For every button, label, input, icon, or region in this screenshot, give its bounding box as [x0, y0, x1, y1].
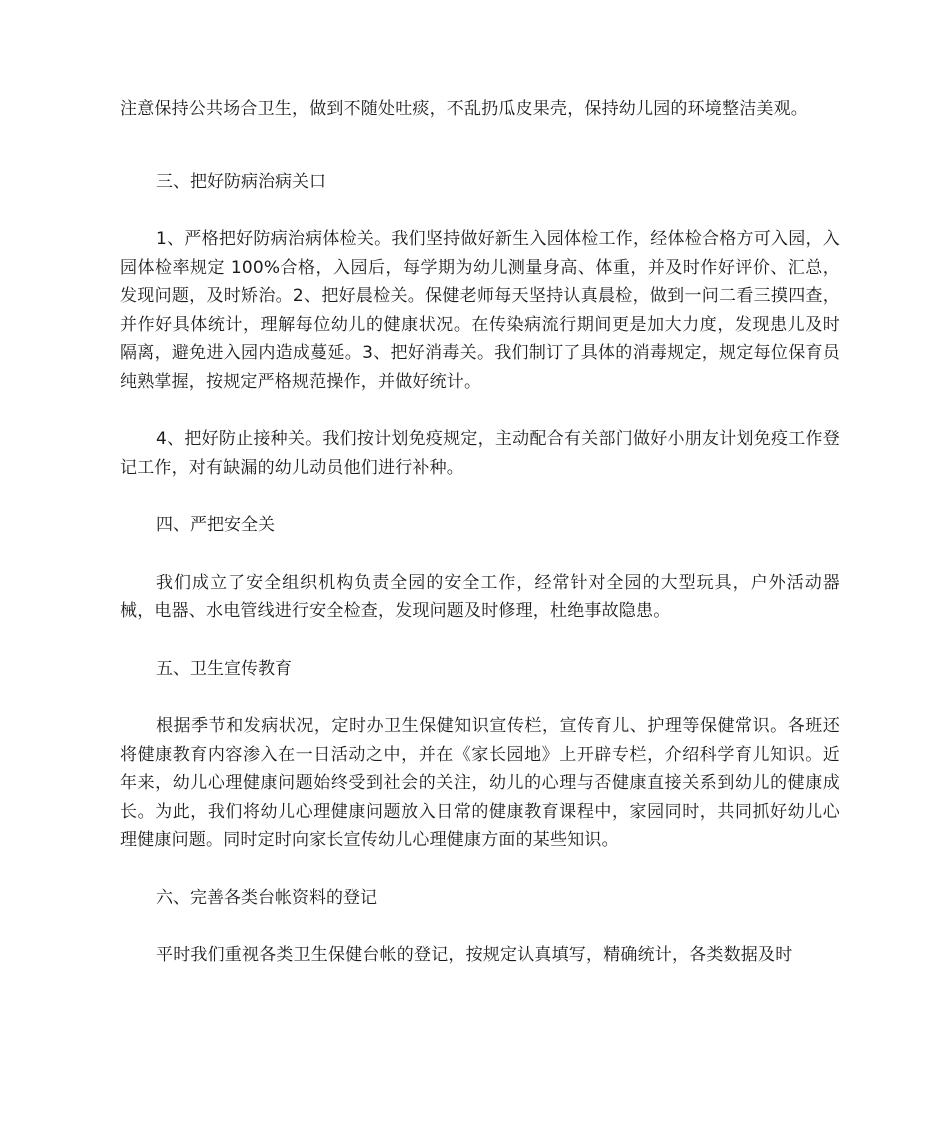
paragraph-section-6: 平时我们重视各类卫生保健台帐的登记，按规定认真填写，精确统计，各类数据及时 [156, 945, 793, 965]
paragraph-section-5: 根据季节和发病状况，定时办卫生保健知识宣传栏，宣传育儿、护理等保健常识。各班还将健康教育内容渗入在一日活动之中，并在《家长园地》上开辟专栏，介绍科学育儿知识。近年来，幼儿心理健康问题始终受到社会的关注，幼儿的心理与否健康直接关系到幼儿的健康成长。为此，我们将幼儿心理健康问题放入日常的健康教育课程中，家园同时，共同抓好幼儿心理健康问题。同时定时向家长宣传幼儿心理健康方面的某些知识。 [120, 716, 840, 850]
paragraph-section-3-2: 4、把好防止接种关。我们按计划免疫规定，主动配合有关部门做好小朋友计划免疫工作登记工作，对有缺漏的幼儿动员他们进行补种。 [120, 429, 840, 478]
section-heading-6: 六、完善各类台帐资料的登记 [156, 887, 377, 908]
document-page [120, 95, 840, 970]
section-heading-3: 三、把好防病治病关口 [156, 171, 326, 192]
paragraph-section-3-1: 1、严格把好防病治病体检关。我们坚持做好新生入园体检工作，经体检合格方可入园，入园体检率规定 100%合格，入园后，每学期为幼儿测量身高、体重，并及时作好评价、汇总，发现问题，及时矫治。2、把好晨检关。保健老师每天坚持认真晨检，做到一问二看三摸四查，并作好具体统计，理解每位幼儿的健康状况。在传染病流行期间更是加大力度，发现患儿及时隔离，避免进入园内造成蔓延。3、把好消毒关。我们制订了具体的消毒规定，规定每位保育员纯熟掌握，按规定严格规范操作，并做好统计。 [120, 229, 840, 392]
section-heading-4: 四、严把安全关 [156, 515, 275, 535]
paragraph-intro: 注意保持公共场合卫生，做到不随处吐痰，不乱扔瓜皮果壳，保持幼儿园的环境整洁美观。 [120, 99, 808, 119]
section-heading-5: 五、卫生宣传教育 [156, 658, 292, 679]
paragraph-section-4: 我们成立了安全组织机构负责全园的安全工作，经常针对全园的大型玩具，户外活动器械，电器、水电管线进行安全检查，发现问题及时修理，杜绝事故隐患。 [120, 572, 840, 621]
